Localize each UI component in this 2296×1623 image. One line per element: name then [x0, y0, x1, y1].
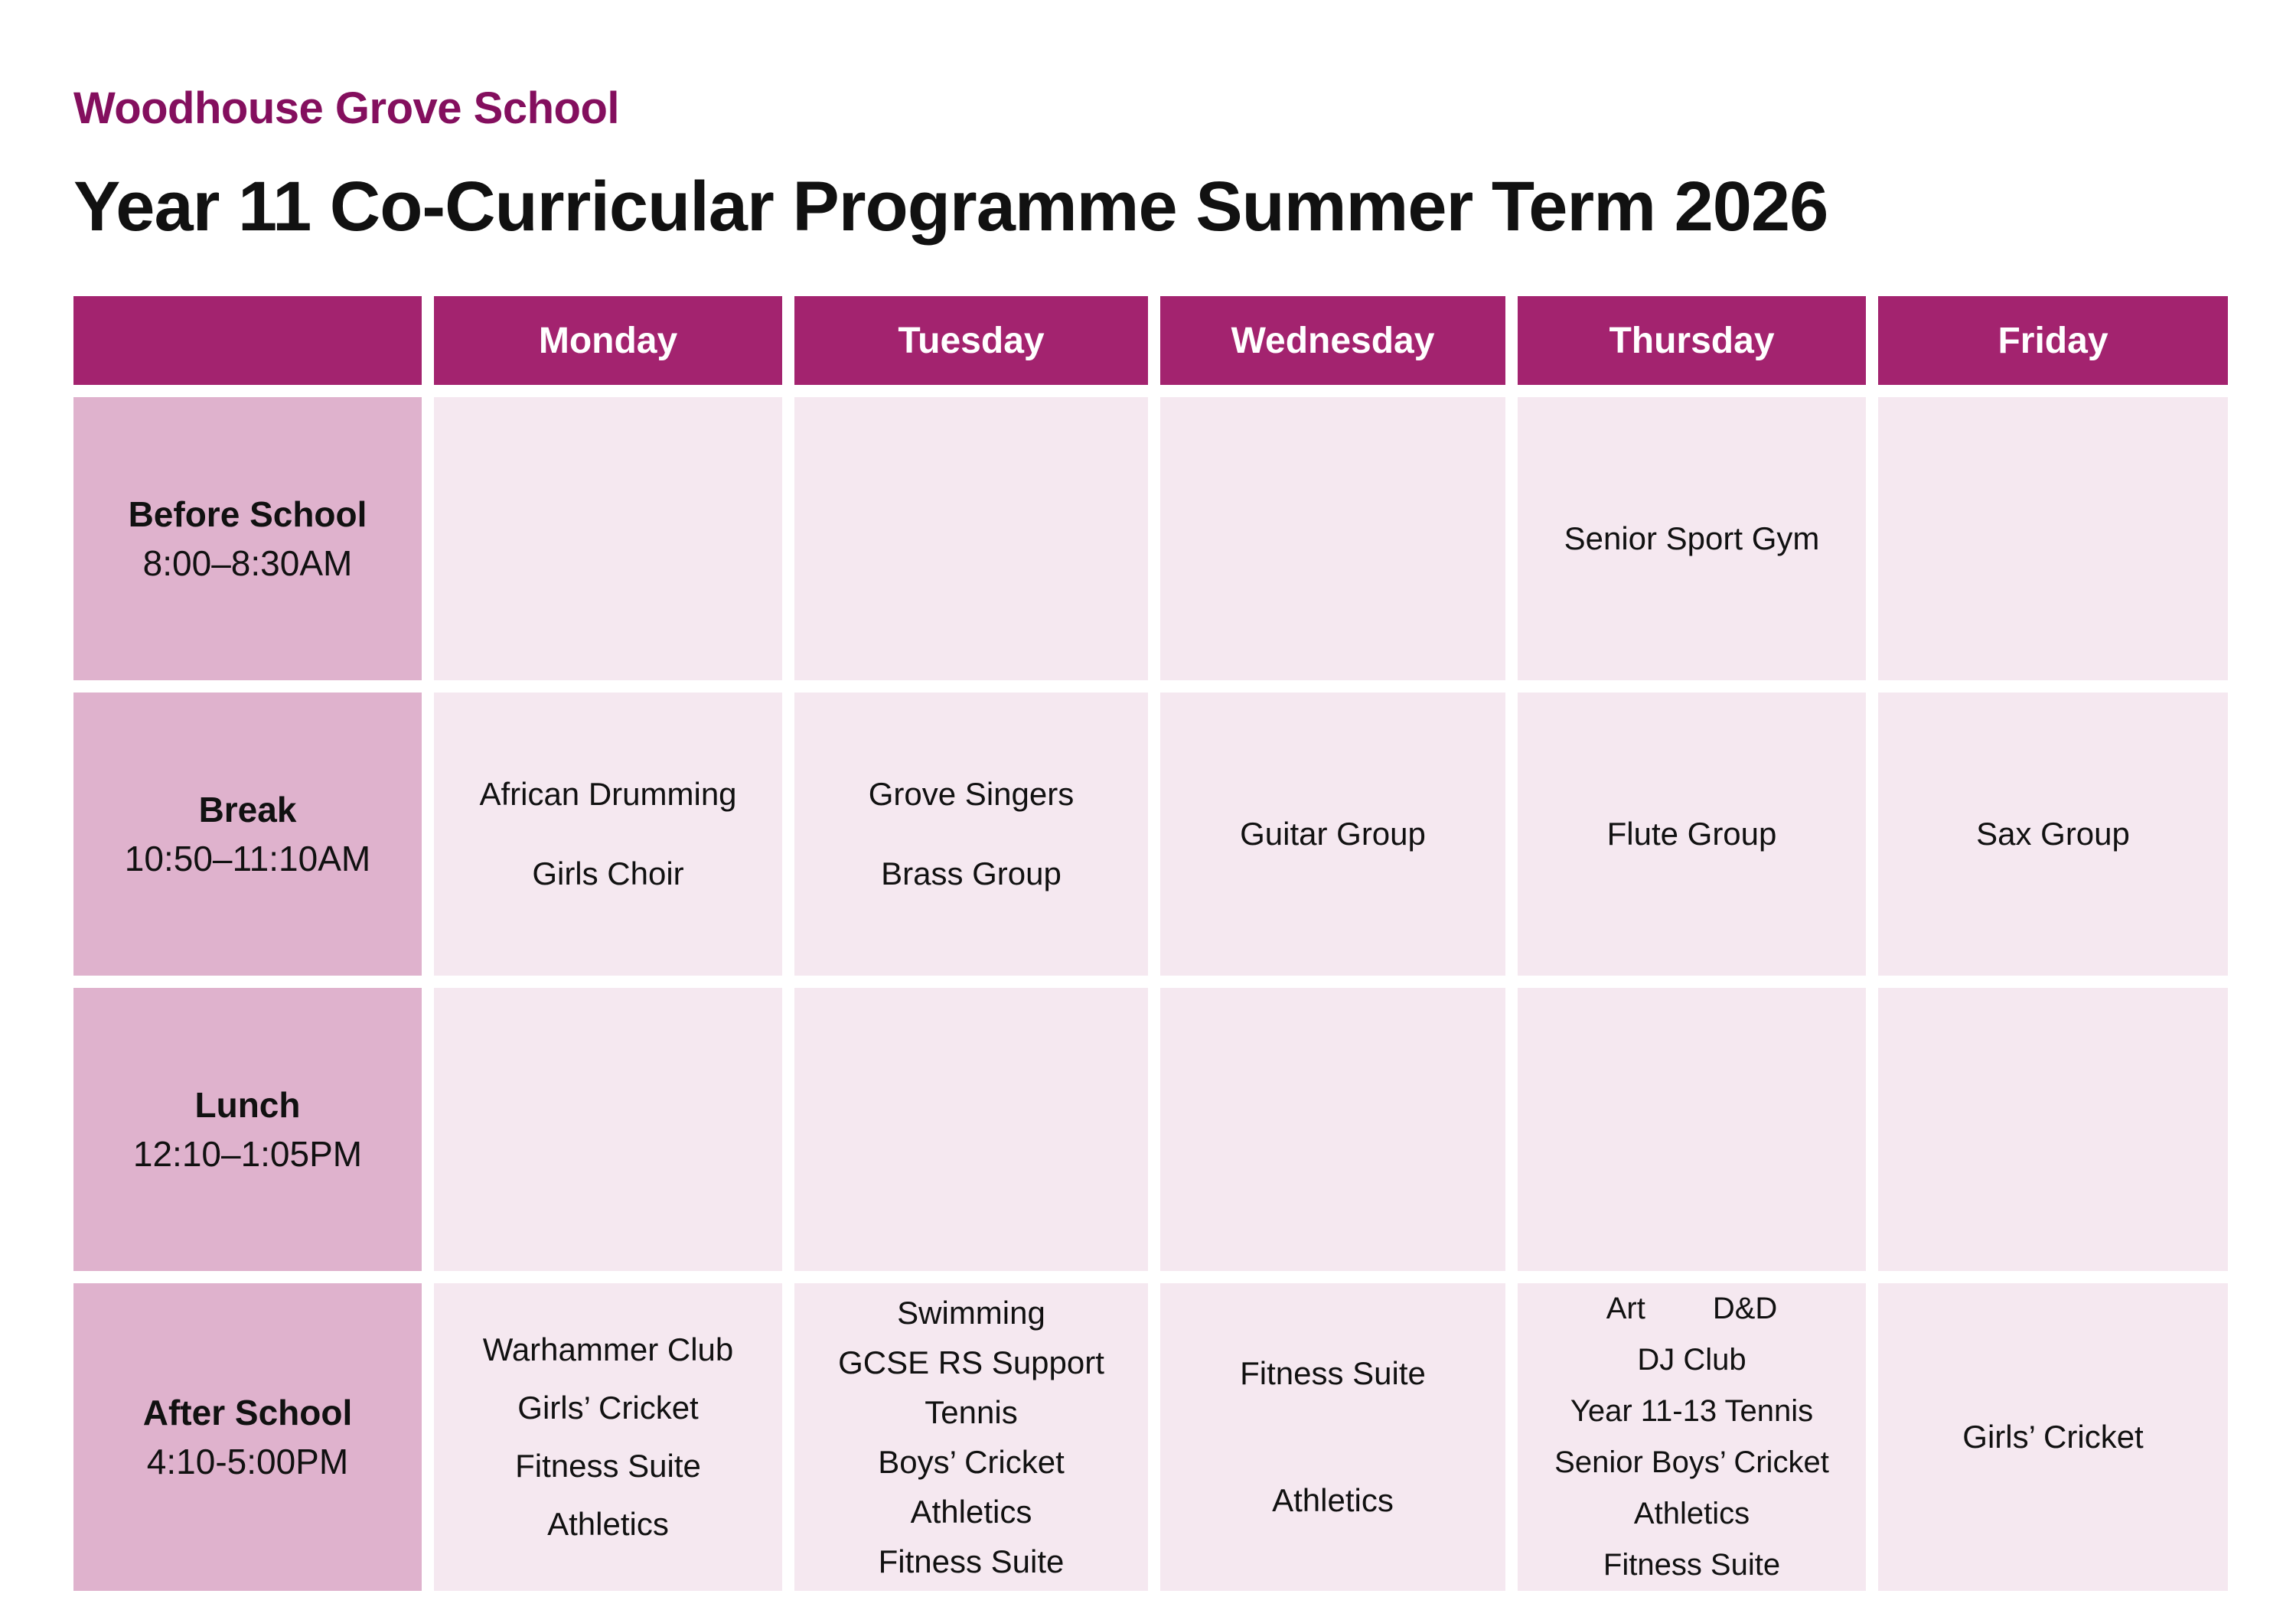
row-header-break — [73, 693, 422, 976]
period-time: 8:00–8:30AM — [142, 543, 353, 583]
row-header-before-school — [73, 397, 422, 680]
activity: African Drumming — [479, 775, 737, 812]
cell-before-school-monday — [434, 397, 782, 680]
activity: Fitness Suite — [1603, 1548, 1781, 1582]
activity: D&D — [1712, 1292, 1778, 1325]
activity: Fitness Suite — [515, 1448, 701, 1484]
timetable-grid — [73, 296, 2230, 1591]
cell-lunch-monday — [434, 988, 782, 1271]
period-name: Break — [198, 790, 297, 829]
cell-lunch-tuesday — [794, 988, 1148, 1271]
activity: Art — [1606, 1292, 1645, 1325]
period-name: Before School — [128, 494, 367, 534]
activity: Athletics — [1633, 1497, 1750, 1530]
cell-before-school-tuesday — [794, 397, 1148, 680]
activity: Senior Sport Gym — [1564, 520, 1820, 556]
cell-break-monday — [434, 693, 782, 976]
page-title: Year 11 Co-Curricular Programme Summer Term 2026 — [73, 168, 1828, 246]
activity-pair — [1606, 1283, 1778, 1335]
day-header-tuesday: Tuesday — [794, 296, 1148, 385]
cell-break-friday — [1878, 693, 2228, 976]
corner-header-cell — [73, 296, 422, 385]
cell-break-thursday — [1518, 693, 1866, 976]
period-name: Lunch — [194, 1085, 301, 1125]
day-header-monday: Monday — [434, 296, 782, 385]
period-name: After School — [142, 1393, 353, 1432]
row-header-lunch — [73, 988, 422, 1271]
activity: Girls’ Cricket — [1962, 1419, 2144, 1455]
cell-break-wednesday — [1160, 693, 1505, 976]
activity: Girls Choir — [532, 855, 684, 891]
activity: Grove Singers — [868, 775, 1075, 812]
cell-after-school-monday — [434, 1283, 782, 1591]
activity: Athletics — [910, 1494, 1032, 1530]
activity: GCSE RS Support — [838, 1344, 1104, 1380]
activity: Boys’ Cricket — [878, 1444, 1065, 1480]
activity: Fitness Suite — [878, 1543, 1065, 1579]
activity: Senior Boys’ Cricket — [1554, 1445, 1829, 1479]
day-header-friday: Friday — [1878, 296, 2228, 385]
activity: Swimming — [897, 1295, 1045, 1331]
activity: Warhammer Club — [482, 1331, 734, 1367]
day-header-wednesday: Wednesday — [1160, 296, 1505, 385]
period-time: 12:10–1:05PM — [132, 1134, 363, 1174]
cell-break-tuesday — [794, 693, 1148, 976]
day-header-thursday: Thursday — [1518, 296, 1866, 385]
activity: Brass Group — [881, 855, 1062, 891]
activity: Girls’ Cricket — [517, 1390, 699, 1426]
row-header-after-school — [73, 1283, 422, 1591]
activity: Flute Group — [1606, 816, 1777, 852]
cell-after-school-thursday — [1518, 1283, 1866, 1591]
activity: Sax Group — [1976, 816, 2130, 852]
activity: Tennis — [925, 1394, 1018, 1430]
cell-before-school-thursday — [1518, 397, 1866, 680]
activity: Athletics — [547, 1506, 669, 1542]
activity: Fitness Suite — [1240, 1354, 1426, 1391]
cell-after-school-wednesday — [1160, 1283, 1505, 1591]
activity: Guitar Group — [1240, 816, 1426, 852]
cell-after-school-friday — [1878, 1283, 2228, 1591]
cell-lunch-thursday — [1518, 988, 1866, 1271]
cell-before-school-wednesday — [1160, 397, 1505, 680]
activity: Year 11-13 Tennis — [1570, 1394, 1814, 1428]
period-time: 4:10-5:00PM — [146, 1442, 349, 1481]
cell-before-school-friday — [1878, 397, 2228, 680]
school-name: Woodhouse Grove School — [73, 83, 619, 133]
cell-lunch-friday — [1878, 988, 2228, 1271]
period-time: 10:50–11:10AM — [124, 839, 371, 878]
activity: DJ Club — [1637, 1343, 1746, 1377]
activity: Athletics — [1272, 1482, 1394, 1518]
cell-lunch-wednesday — [1160, 988, 1505, 1271]
cell-after-school-tuesday — [794, 1283, 1148, 1591]
